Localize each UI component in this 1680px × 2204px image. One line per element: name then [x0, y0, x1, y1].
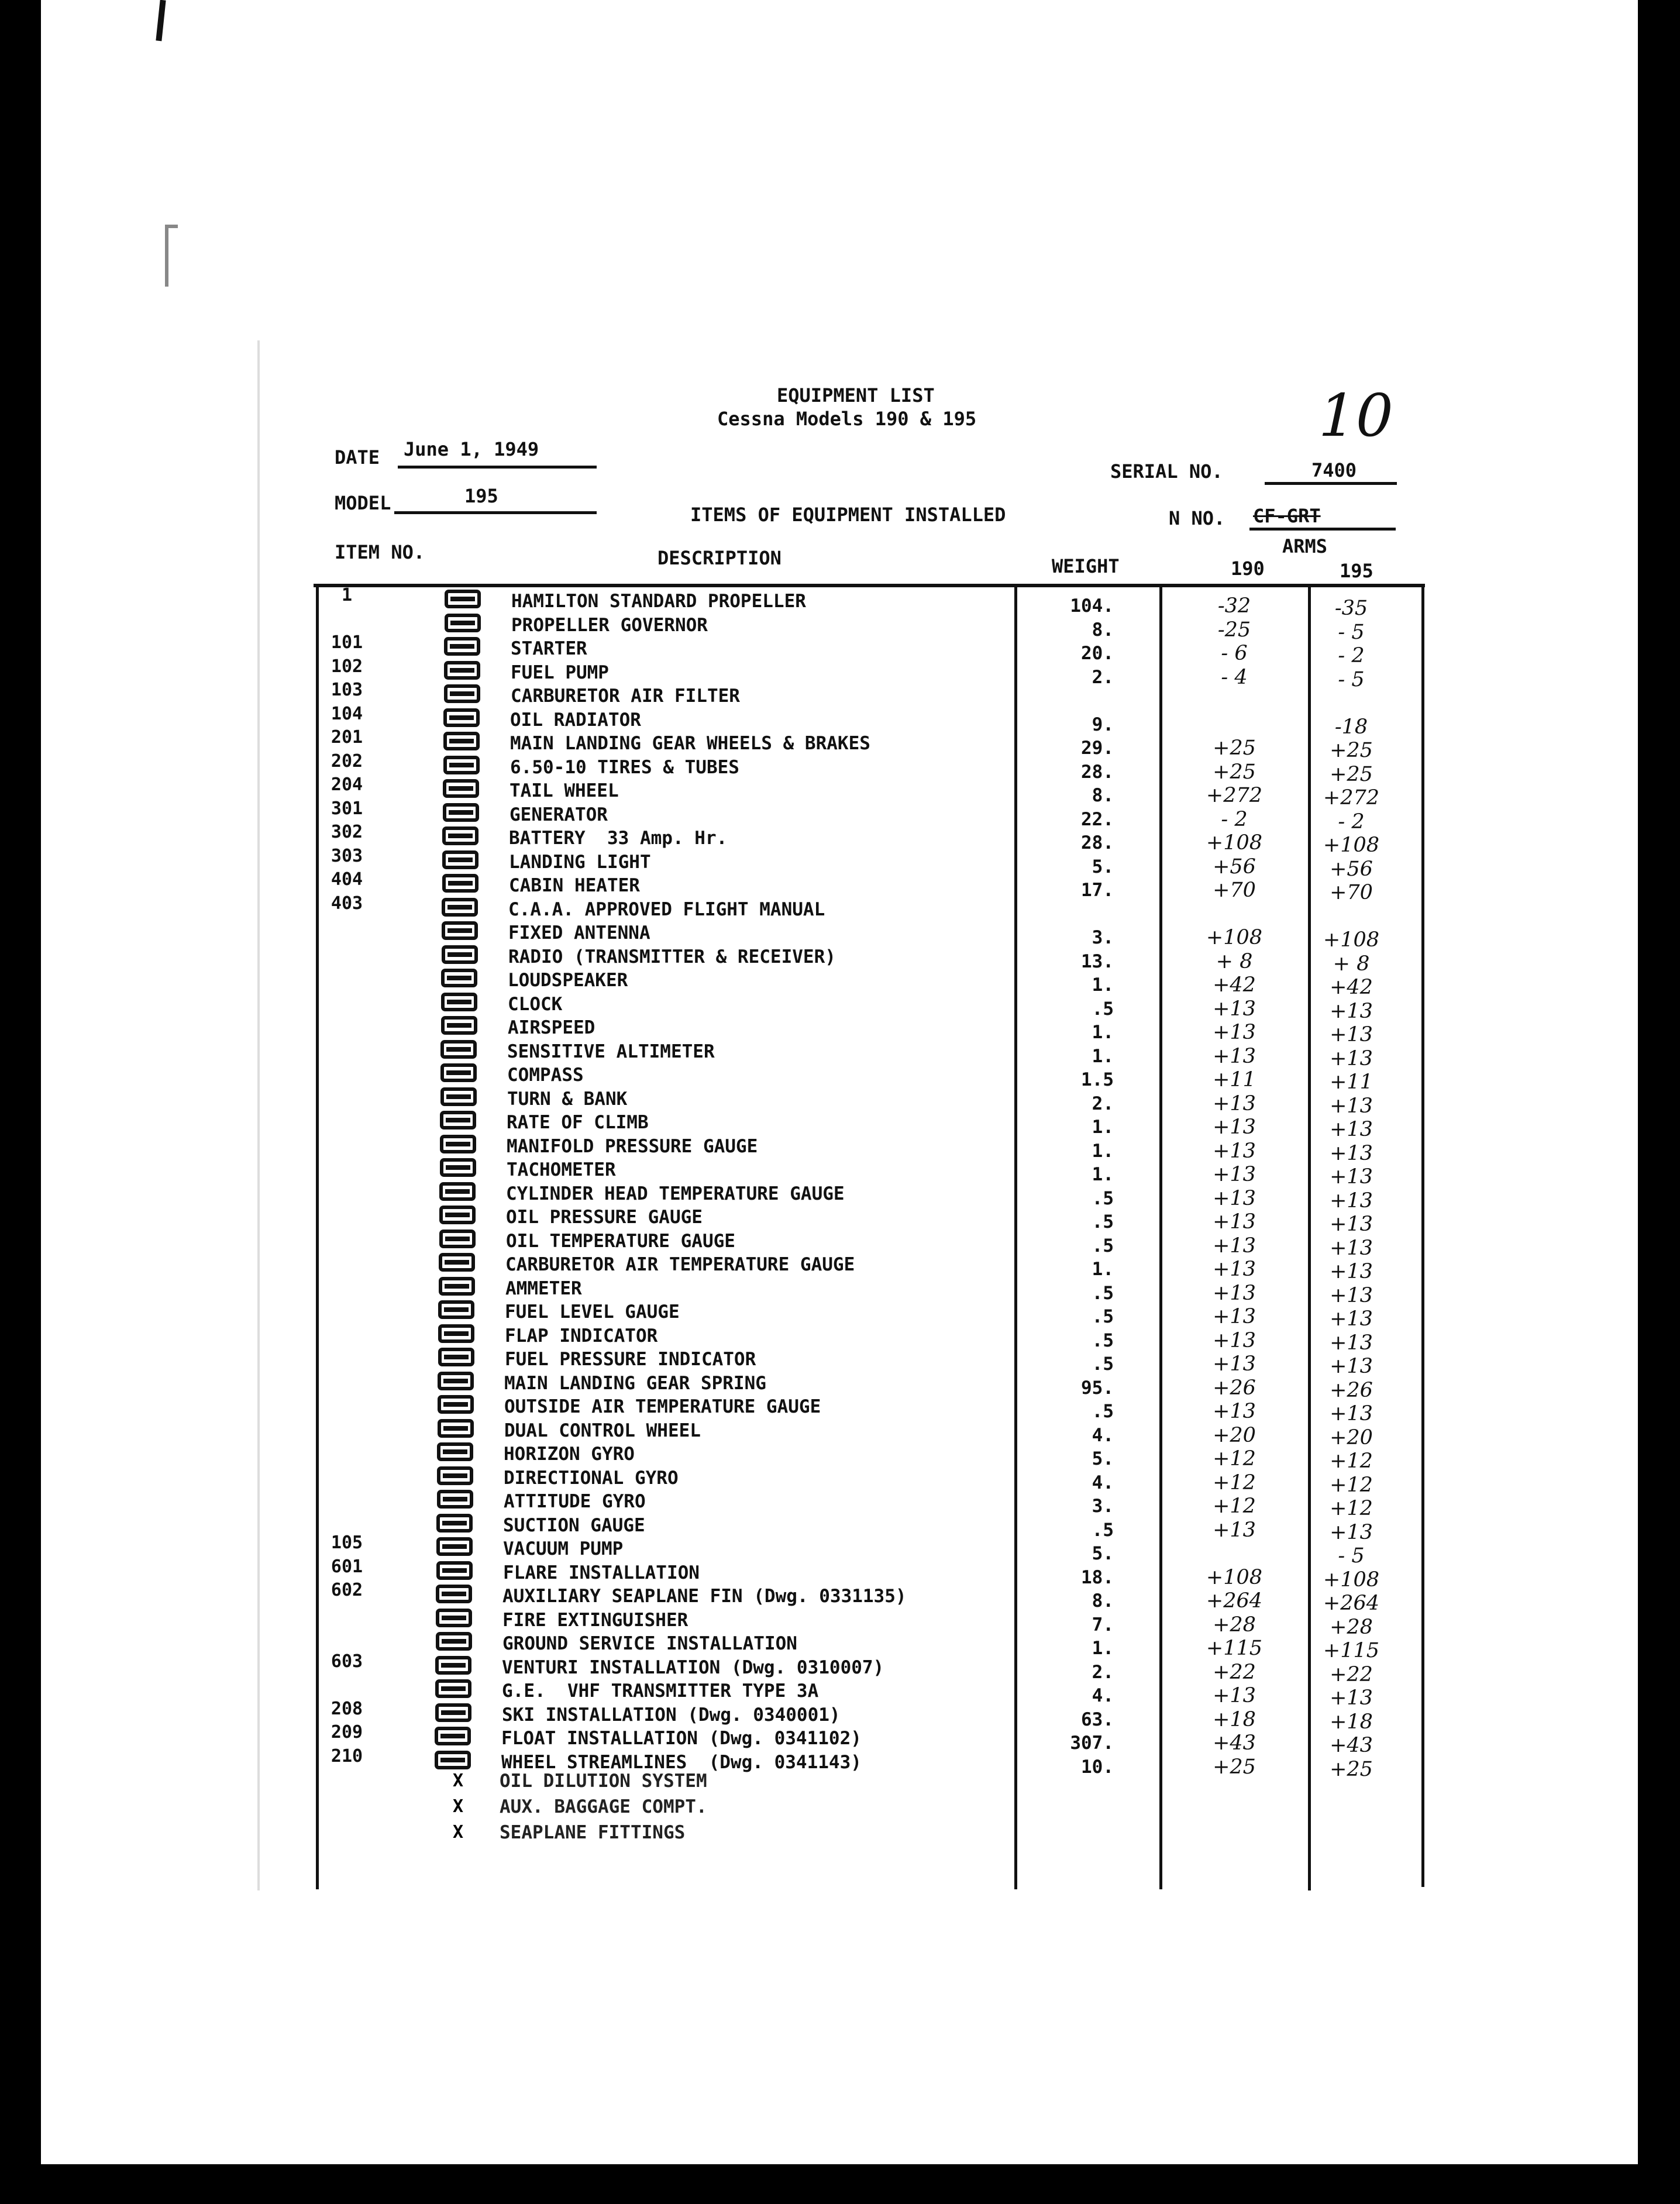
- installed-checkbox-icon: [436, 1632, 471, 1649]
- arm-195-value: +13: [1330, 1165, 1373, 1189]
- equipment-weight: 1.: [1092, 1638, 1114, 1659]
- arm-195-header: 195: [1340, 560, 1373, 582]
- arm-195-value: +13: [1330, 1331, 1373, 1355]
- equipment-description: TACHOMETER: [507, 1159, 616, 1180]
- installed-checkbox-icon: [442, 826, 477, 844]
- installed-checkbox-icon: [442, 850, 477, 868]
- equipment-weight: 28.: [1081, 832, 1114, 853]
- equipment-weight: 3.: [1092, 1496, 1114, 1517]
- arm-190-value: +12: [1213, 1494, 1256, 1518]
- installed-checkbox-icon: [443, 779, 478, 797]
- equipment-weight: 9.: [1092, 714, 1114, 735]
- arm-190-value: +13: [1213, 1187, 1256, 1210]
- installed-checkbox-icon: [436, 1537, 471, 1555]
- equipment-description: FLOAT INSTALLATION (Dwg. 0341102): [501, 1728, 862, 1749]
- equipment-weight: 5.: [1092, 1543, 1114, 1564]
- arm-195-value: +12: [1330, 1473, 1373, 1497]
- installed-checkbox-icon: [441, 993, 476, 1010]
- installed-checkbox-icon: [436, 1585, 471, 1602]
- item-number: 603: [331, 1651, 363, 1672]
- equipment-description: AUXILIARY SEAPLANE FIN (Dwg. 0331135): [502, 1586, 907, 1607]
- arm-190-value: +13: [1213, 1163, 1256, 1186]
- installed-checkbox-icon: [443, 708, 478, 726]
- item-number: 601: [331, 1556, 363, 1577]
- equipment-weight: 63.: [1081, 1709, 1114, 1730]
- installed-checkbox-icon: [436, 1561, 471, 1579]
- arm-190-value: +25: [1213, 1755, 1256, 1779]
- equipment-description: WHEEL STREAMLINES (Dwg. 0341143): [501, 1752, 862, 1773]
- equipment-weight: .5: [1092, 1211, 1114, 1232]
- item-number: 403: [331, 893, 363, 914]
- equipment-description: SENSITIVE ALTIMETER: [507, 1041, 715, 1062]
- equipment-weight: .5: [1092, 1520, 1114, 1541]
- arm-195-value: +43: [1330, 1734, 1373, 1757]
- weight-arm-rule: [1159, 585, 1162, 1889]
- arm-195-value: +13: [1330, 1094, 1373, 1118]
- equipment-description: GENERATOR: [509, 804, 608, 825]
- extra-item-description: SEAPLANE FITTINGS: [500, 1822, 686, 1843]
- item-number: 101: [331, 632, 363, 653]
- equipment-description: FUEL LEVEL GAUGE: [505, 1301, 680, 1323]
- arm-195-value: +13: [1330, 1142, 1373, 1165]
- equipment-weight: 95.: [1081, 1378, 1114, 1399]
- installed-checkbox-icon: [438, 1300, 473, 1318]
- arm-195-value: +13: [1330, 1000, 1373, 1023]
- installed-checkbox-icon: [440, 1087, 476, 1105]
- installed-checkbox-icon: [444, 661, 479, 679]
- installed-checkbox-icon: [436, 1609, 471, 1626]
- arm-195-value: +18: [1330, 1710, 1373, 1734]
- x-mark-icon: X: [453, 1771, 464, 1791]
- doc-title: EQUIPMENT LIST: [777, 384, 935, 407]
- equipment-description: FLARE INSTALLATION: [503, 1562, 700, 1583]
- equipment-description: G.E. VHF TRANSMITTER TYPE 3A: [502, 1680, 819, 1702]
- arm-190-value: +108: [1206, 831, 1263, 855]
- item-number: 204: [331, 774, 363, 795]
- arm-195-value: +13: [1330, 1355, 1373, 1378]
- arm-190-value: +25: [1213, 760, 1256, 784]
- installed-checkbox-icon: [440, 1158, 475, 1176]
- arm-190-value: +13: [1213, 1092, 1256, 1115]
- installed-checkbox-icon: [440, 1135, 475, 1152]
- item-number: 208: [331, 1699, 363, 1719]
- arm-195-value: +115: [1323, 1639, 1380, 1662]
- equipment-weight: .5: [1092, 1330, 1114, 1351]
- model-value: 195: [464, 485, 498, 507]
- installed-checkbox-icon: [441, 1016, 476, 1034]
- arm-195-value: +28: [1330, 1616, 1373, 1639]
- extra-item-description: AUX. BAGGAGE COMPT.: [500, 1796, 707, 1817]
- installed-checkbox-icon: [439, 1277, 474, 1294]
- arm-195-value: +264: [1323, 1592, 1380, 1615]
- installed-checkbox-icon: [442, 921, 477, 939]
- arm-190-value: +13: [1213, 1115, 1256, 1139]
- arm-190-value: - 4: [1221, 666, 1248, 689]
- arm-195-value: +13: [1330, 1521, 1373, 1544]
- equipment-weight: 18.: [1081, 1567, 1114, 1588]
- item-number: 302: [331, 822, 363, 842]
- arm-195-value: +13: [1330, 1237, 1373, 1260]
- arm-190-value: +70: [1213, 879, 1256, 902]
- items-title: ITEMS OF EQUIPMENT INSTALLED: [690, 504, 1006, 526]
- arm-195-value: +26: [1330, 1379, 1373, 1402]
- item-number: 105: [331, 1533, 363, 1553]
- arm-195-value: +20: [1330, 1426, 1373, 1449]
- arm-195-value: +13: [1330, 1023, 1373, 1046]
- equipment-weight: 1.: [1092, 1141, 1114, 1162]
- equipment-weight: 1.: [1092, 1022, 1114, 1043]
- installed-checkbox-icon: [435, 1751, 470, 1768]
- arm-195-value: +13: [1330, 1047, 1373, 1070]
- equipment-description: FUEL PRESSURE INDICATOR: [505, 1349, 756, 1370]
- item-number: 210: [331, 1746, 363, 1766]
- arm-190-value: +264: [1206, 1589, 1263, 1613]
- arm-195-value: +13: [1330, 1118, 1373, 1141]
- equipment-weight: .5: [1092, 1401, 1114, 1422]
- equipment-description: AMMETER: [505, 1278, 582, 1299]
- equipment-description: TURN & BANK: [507, 1089, 628, 1110]
- arm-190-value: +26: [1213, 1376, 1256, 1400]
- equipment-weight: .5: [1092, 1235, 1114, 1256]
- equipment-description: DUAL CONTROL WHEEL: [504, 1420, 701, 1441]
- equipment-description: BATTERY 33 Amp. Hr.: [509, 828, 728, 849]
- installed-checkbox-icon: [435, 1656, 470, 1673]
- arm-190-value: +56: [1213, 855, 1256, 879]
- arm-190-value: +20: [1213, 1424, 1256, 1447]
- equipment-description: HAMILTON STANDARD PROPELLER: [511, 591, 806, 612]
- equipment-description: C.A.A. APPROVED FLIGHT MANUAL: [508, 899, 825, 920]
- equipment-weight: 4.: [1092, 1472, 1114, 1493]
- equipment-weight: 1.: [1092, 974, 1114, 996]
- installed-checkbox-icon: [440, 1063, 476, 1081]
- installed-checkbox-icon: [445, 614, 480, 631]
- arm-190-value: - 6: [1221, 642, 1248, 665]
- installed-checkbox-icon: [439, 1206, 474, 1223]
- arm-195-value: +11: [1330, 1070, 1373, 1094]
- arm-190-value: +22: [1213, 1661, 1256, 1684]
- equipment-weight: .5: [1092, 1354, 1114, 1375]
- installed-checkbox-icon: [444, 637, 479, 655]
- arm-195-value: +70: [1330, 881, 1373, 904]
- equipment-weight: .5: [1092, 1306, 1114, 1327]
- arm-190-value: +43: [1213, 1731, 1256, 1755]
- equipment-description: FIRE EXTINGUISHER: [502, 1610, 688, 1631]
- arm-190-value: +13: [1213, 1021, 1256, 1044]
- arm-195-value: +25: [1330, 1758, 1373, 1781]
- equipment-description: CABIN HEATER: [509, 875, 640, 896]
- equipment-weight: 13.: [1081, 951, 1114, 972]
- equipment-weight: 10.: [1081, 1757, 1114, 1778]
- equipment-description: OUTSIDE AIR TEMPERATURE GAUGE: [504, 1396, 821, 1417]
- arm-195-value: - 2: [1338, 644, 1365, 667]
- serial-value: 7400: [1311, 459, 1357, 481]
- equipment-weight: 4.: [1092, 1425, 1114, 1446]
- equipment-weight: 7.: [1092, 1614, 1114, 1635]
- serial-underline: [1265, 482, 1397, 485]
- arm-195-value: +13: [1330, 1284, 1373, 1307]
- equipment-description: GROUND SERVICE INSTALLATION: [502, 1633, 797, 1654]
- installed-checkbox-icon: [437, 1466, 472, 1484]
- description-header: DESCRIPTION: [657, 547, 782, 569]
- equipment-list-document: [257, 340, 1471, 1890]
- installed-checkbox-icon: [438, 1372, 473, 1389]
- arm-195-value: +42: [1330, 976, 1373, 999]
- serial-label: SERIAL NO.: [1110, 460, 1223, 483]
- arm-190-value: +13: [1213, 1045, 1256, 1068]
- equipment-description: LANDING LIGHT: [509, 852, 651, 873]
- arm-190-value: +13: [1213, 1282, 1256, 1305]
- n-number-value: CF-GRT: [1253, 505, 1321, 527]
- arm-195-value: - 5: [1338, 621, 1365, 644]
- arm-195-value: - 5: [1338, 668, 1365, 691]
- equipment-description: FUEL PUMP: [511, 662, 609, 683]
- date-label: DATE: [335, 446, 380, 469]
- item-number: 303: [331, 846, 363, 866]
- arm-190-value: +13: [1213, 1234, 1256, 1258]
- desc-weight-rule: [1014, 585, 1017, 1889]
- equipment-weight: 29.: [1081, 738, 1114, 759]
- equipment-weight: 1.: [1092, 1117, 1114, 1138]
- installed-checkbox-icon: [439, 1253, 474, 1270]
- arm-190-value: +13: [1213, 1139, 1256, 1163]
- installed-checkbox-icon: [435, 1703, 470, 1721]
- arm-190-value: +13: [1213, 1329, 1256, 1352]
- equipment-weight: 1.: [1092, 1259, 1114, 1280]
- installed-checkbox-icon: [438, 1395, 473, 1413]
- equipment-description: CYLINDER HEAD TEMPERATURE GAUGE: [506, 1183, 845, 1204]
- equipment-weight: 3.: [1092, 927, 1114, 948]
- equipment-weight: .5: [1092, 1188, 1114, 1209]
- arm-195-value: -18: [1334, 715, 1368, 739]
- item-number: 103: [331, 680, 363, 700]
- equipment-weight: 1.5: [1081, 1069, 1114, 1090]
- arm-190-value: -32: [1217, 594, 1251, 618]
- arm-195-value: +13: [1330, 1213, 1373, 1236]
- arm-195-value: +13: [1330, 1260, 1373, 1283]
- x-mark-icon: X: [453, 1822, 464, 1843]
- installed-checkbox-icon: [439, 1230, 474, 1247]
- installed-checkbox-icon: [442, 945, 477, 963]
- installed-checkbox-icon: [439, 1182, 474, 1200]
- equipment-description: STARTER: [511, 638, 587, 659]
- equipment-weight: 5.: [1092, 856, 1114, 877]
- arm-190-value: - 2: [1221, 808, 1248, 831]
- equipment-weight: 22.: [1081, 809, 1114, 830]
- equipment-weight: 2.: [1092, 1662, 1114, 1683]
- installed-checkbox-icon: [444, 684, 479, 702]
- item-number: 602: [331, 1580, 363, 1600]
- arm-195-value: +22: [1330, 1663, 1373, 1686]
- equipment-weight: 2.: [1092, 667, 1114, 688]
- installed-checkbox-icon: [438, 1419, 473, 1437]
- arm-190-value: + 8: [1216, 950, 1253, 973]
- arm-195-value: + 8: [1333, 952, 1370, 976]
- item-number: 104: [331, 704, 363, 724]
- equipment-description: COMPASS: [507, 1065, 584, 1086]
- arm-195-value: +56: [1330, 858, 1373, 881]
- table-right-rule: [1421, 586, 1424, 1887]
- equipment-weight: 28.: [1081, 762, 1114, 783]
- equipment-description: FLAP INDICATOR: [505, 1325, 658, 1346]
- equipment-weight: .5: [1092, 1283, 1114, 1304]
- installed-checkbox-icon: [436, 1514, 471, 1531]
- equipment-description: OIL TEMPERATURE GAUGE: [506, 1231, 735, 1252]
- equipment-weight: 8.: [1092, 785, 1114, 806]
- installed-checkbox-icon: [438, 1348, 473, 1365]
- arm-195-value: +108: [1323, 928, 1380, 952]
- item-number: 404: [331, 869, 363, 890]
- arm-190-value: +12: [1213, 1471, 1256, 1494]
- installed-checkbox-icon: [443, 732, 478, 749]
- arm-190-value: +13: [1213, 1684, 1256, 1707]
- installed-checkbox-icon: [435, 1679, 470, 1697]
- item-number: 201: [331, 727, 363, 748]
- extra-item-description: OIL DILUTION SYSTEM: [500, 1771, 707, 1792]
- equipment-weight: 8.: [1092, 619, 1114, 640]
- item-number: 301: [331, 798, 363, 819]
- arm-190-value: +108: [1206, 1566, 1263, 1589]
- arm-190-value: +108: [1206, 926, 1263, 949]
- weight-header: WEIGHT: [1052, 555, 1120, 577]
- arms-header: ARMS: [1282, 535, 1328, 557]
- installed-checkbox-icon: [442, 874, 477, 891]
- equipment-weight: 1.: [1092, 1046, 1114, 1067]
- equipment-description: DIRECTIONAL GYRO: [504, 1468, 679, 1489]
- equipment-description: SUCTION GAUGE: [503, 1515, 645, 1536]
- arm-195-value: +12: [1330, 1449, 1373, 1473]
- item-number: 202: [331, 751, 363, 772]
- equipment-weight: 20.: [1081, 643, 1114, 664]
- arm-195-value: +12: [1330, 1497, 1373, 1520]
- arm-195-value: +25: [1330, 739, 1373, 762]
- equipment-description: OIL RADIATOR: [510, 710, 641, 731]
- item-number: 102: [331, 656, 363, 677]
- equipment-description: MANIFOLD PRESSURE GAUGE: [507, 1136, 758, 1157]
- equipment-weight: 17.: [1081, 880, 1114, 901]
- model-label: MODEL: [335, 492, 391, 514]
- n-number-label: N NO.: [1169, 507, 1225, 529]
- item-number: 209: [331, 1722, 363, 1742]
- arm-190-value: +272: [1206, 784, 1263, 807]
- arm-190-value: +13: [1213, 1258, 1256, 1281]
- equipment-weight: 1.: [1092, 1164, 1114, 1185]
- equipment-description: RATE OF CLIMB: [507, 1112, 649, 1133]
- model-underline: [394, 511, 597, 514]
- equipment-weight: 104.: [1070, 595, 1114, 617]
- installed-checkbox-icon: [435, 1727, 470, 1744]
- installed-checkbox-icon: [442, 898, 477, 915]
- equipment-description: ATTITUDE GYRO: [504, 1491, 646, 1512]
- arm-190-value: +13: [1213, 1210, 1256, 1234]
- equipment-description: 6.50-10 TIRES & TUBES: [510, 757, 739, 778]
- arm-190-value: +28: [1213, 1613, 1256, 1637]
- equipment-description: AIRSPEED: [508, 1017, 595, 1038]
- arm-195-value: - 5: [1338, 1544, 1365, 1568]
- equipment-description: MAIN LANDING GEAR WHEELS & BRAKES: [510, 733, 870, 754]
- equipment-description: CARBURETOR AIR TEMPERATURE GAUGE: [505, 1254, 855, 1275]
- equipment-weight: 5.: [1092, 1448, 1114, 1469]
- installed-checkbox-icon: [437, 1442, 472, 1460]
- arm-190-value: +18: [1213, 1708, 1256, 1731]
- equipment-description: SKI INSTALLATION (Dwg. 0340001): [502, 1704, 841, 1726]
- arm-195-value: +108: [1323, 1568, 1380, 1592]
- n-number-underline: [1249, 528, 1396, 531]
- equipment-description: VACUUM PUMP: [503, 1538, 624, 1559]
- scan-bracket: [165, 225, 178, 287]
- installed-checkbox-icon: [440, 1111, 475, 1128]
- installed-checkbox-icon: [443, 756, 478, 773]
- arm-190-value: +13: [1213, 1400, 1256, 1423]
- arm-190-value: +11: [1213, 1068, 1256, 1091]
- equipment-weight: 4.: [1092, 1685, 1114, 1706]
- equipment-description: TAIL WHEEL: [509, 780, 619, 801]
- date-underline: [398, 466, 597, 469]
- arm-195-value: +25: [1330, 763, 1373, 786]
- arm-190-value: +25: [1213, 736, 1256, 760]
- installed-checkbox-icon: [445, 590, 480, 607]
- arm-195-value: -35: [1334, 597, 1368, 620]
- equipment-description: VENTURI INSTALLATION (Dwg. 0310007): [502, 1657, 884, 1678]
- equipment-description: CARBURETOR AIR FILTER: [511, 686, 740, 707]
- equipment-description: PROPELLER GOVERNOR: [511, 615, 708, 636]
- installed-checkbox-icon: [441, 969, 476, 986]
- equipment-description: RADIO (TRANSMITTER & RECEIVER): [508, 946, 836, 967]
- arm-190-value: +115: [1206, 1637, 1263, 1660]
- equipment-weight: 307.: [1070, 1733, 1114, 1754]
- arm-190-value: +42: [1213, 973, 1256, 997]
- arm-195-value: +13: [1330, 1686, 1373, 1710]
- arm-195-value: +13: [1330, 1307, 1373, 1331]
- doc-subtitle: Cessna Models 190 & 195: [717, 408, 977, 430]
- arm-190-value: +12: [1213, 1447, 1256, 1471]
- installed-checkbox-icon: [440, 1040, 476, 1058]
- arm-190-value: +13: [1213, 1518, 1256, 1542]
- installed-checkbox-icon: [438, 1324, 473, 1342]
- equipment-description: LOUDSPEAKER: [508, 970, 628, 991]
- equipment-description: FIXED ANTENNA: [508, 922, 650, 943]
- item-number: 1: [341, 585, 353, 605]
- arm-190-value: +13: [1213, 1352, 1256, 1376]
- installed-checkbox-icon: [437, 1490, 472, 1507]
- equipment-description: OIL PRESSURE GAUGE: [506, 1207, 703, 1228]
- item-no-header: ITEM NO.: [335, 541, 425, 563]
- equipment-description: CLOCK: [508, 994, 563, 1015]
- arm-190-header: 190: [1231, 557, 1265, 580]
- date-value: June 1, 1949: [404, 438, 539, 460]
- equipment-weight: 2.: [1092, 1093, 1114, 1114]
- installed-checkbox-icon: [443, 803, 478, 821]
- arm-190-value: +13: [1213, 1305, 1256, 1328]
- arm-195-value: - 2: [1338, 810, 1365, 834]
- arm-195-value: +108: [1323, 834, 1380, 857]
- arm-190-value: +13: [1213, 997, 1256, 1021]
- table-top-rule: [314, 584, 1425, 587]
- equipment-description: HORIZON GYRO: [504, 1444, 635, 1465]
- arm-195-value: +13: [1330, 1402, 1373, 1425]
- equipment-weight: .5: [1092, 998, 1114, 1020]
- equipment-weight: 8.: [1092, 1590, 1114, 1611]
- page-number: 10: [1311, 381, 1400, 450]
- arm-195-value: +13: [1330, 1189, 1373, 1213]
- arm-195-value: +272: [1323, 786, 1380, 810]
- x-mark-icon: X: [453, 1796, 464, 1817]
- arm-190-value: -25: [1217, 618, 1251, 642]
- equipment-description: MAIN LANDING GEAR SPRING: [504, 1373, 766, 1394]
